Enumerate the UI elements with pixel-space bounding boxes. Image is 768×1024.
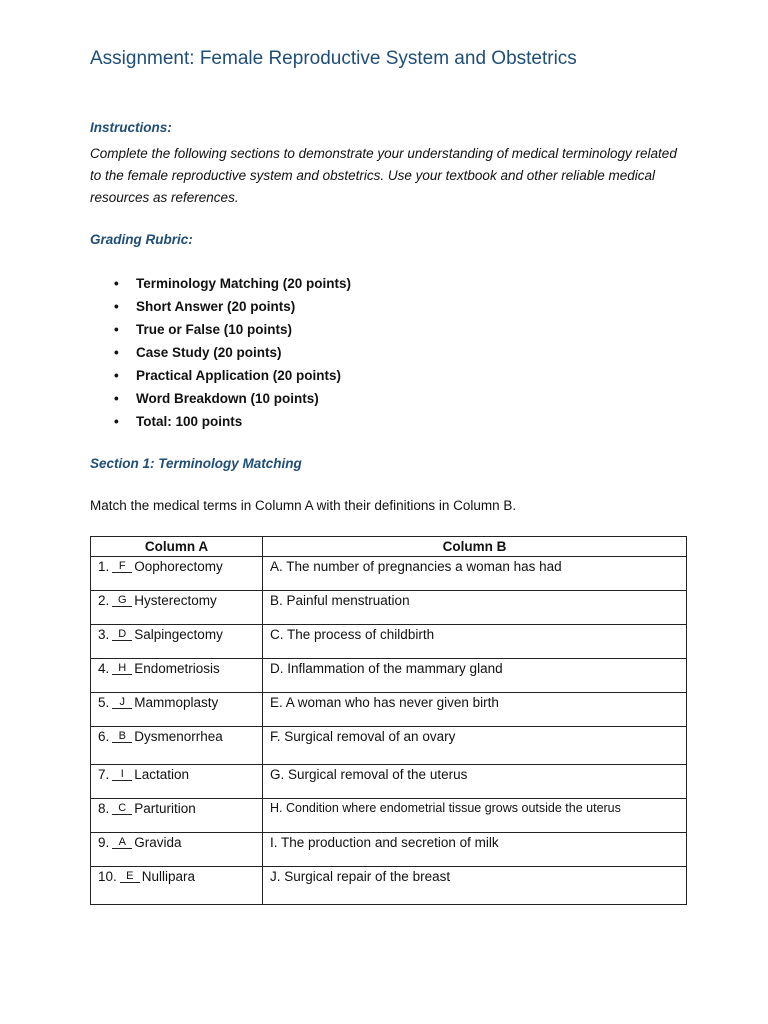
- definition-cell: G. Surgical removal of the uterus: [263, 765, 687, 799]
- table-row: [91, 591, 687, 625]
- definition-cell: H. Condition where endometrial tissue grows outside the uterus: [263, 799, 687, 833]
- rubric-item: • Terminology Matching (20 points): [114, 276, 352, 291]
- bullet-icon: •: [114, 368, 119, 383]
- answer-blank[interactable]: H: [112, 662, 132, 675]
- definition-cell: B. Painful menstruation: [263, 591, 687, 625]
- term-cell: 9. A Gravida: [91, 833, 263, 867]
- bullet-icon: •: [114, 345, 119, 360]
- term-cell: 2. G Hysterectomy: [91, 591, 263, 625]
- definition-cell: F. Surgical removal of an ovary: [263, 727, 687, 765]
- table-row: [91, 765, 687, 799]
- section1-lead: Match the medical terms in Column A with their definitions in Column B.: [90, 498, 517, 513]
- table-row: [91, 867, 687, 905]
- answer-blank[interactable]: F: [112, 560, 132, 573]
- term-cell: 6. B Dysmenorrhea: [91, 727, 263, 765]
- answer-blank[interactable]: A: [112, 836, 132, 849]
- rubric-heading: Grading Rubric:: [90, 232, 193, 247]
- rubric-item: • Total: 100 points: [114, 414, 243, 429]
- table-row: [91, 557, 687, 591]
- definition-cell: J. Surgical repair of the breast: [263, 867, 687, 905]
- answer-blank[interactable]: D: [112, 628, 132, 641]
- table-row: [91, 833, 687, 867]
- section1-heading: Section 1: Terminology Matching: [90, 456, 302, 471]
- column-a-header: Column A: [91, 537, 263, 557]
- matching-table: [90, 536, 687, 905]
- bullet-icon: •: [114, 299, 119, 314]
- rubric-item: • Word Breakdown (10 points): [114, 391, 319, 406]
- definition-cell: D. Inflammation of the mammary gland: [263, 659, 687, 693]
- bullet-icon: •: [114, 322, 119, 337]
- answer-blank[interactable]: I: [112, 768, 132, 781]
- instructions-heading: Instructions:: [90, 120, 172, 135]
- rubric-item: • Short Answer (20 points): [114, 299, 296, 314]
- term-cell: 4. H Endometriosis: [91, 659, 263, 693]
- answer-blank[interactable]: C: [112, 802, 132, 815]
- table-row: [91, 727, 687, 765]
- rubric-item: • True or False (10 points): [114, 322, 293, 337]
- definition-cell: C. The process of childbirth: [263, 625, 687, 659]
- table-row: [91, 693, 687, 727]
- definition-cell: E. A woman who has never given birth: [263, 693, 687, 727]
- answer-blank[interactable]: G: [112, 594, 132, 607]
- bullet-icon: •: [114, 276, 119, 291]
- rubric-item: • Case Study (20 points): [114, 345, 282, 360]
- rubric-list: [114, 275, 351, 436]
- definition-cell: I. The production and secretion of milk: [263, 833, 687, 867]
- term-cell: 8. C Parturition: [91, 799, 263, 833]
- definition-cell: A. The number of pregnancies a woman has had: [263, 557, 687, 591]
- page-title: Assignment: Female Reproductive System and Obstetrics: [90, 48, 577, 69]
- table-row: [91, 625, 687, 659]
- term-cell: 10. E Nullipara: [91, 867, 263, 905]
- table-row: [91, 799, 687, 833]
- term-cell: 3. D Salpingectomy: [91, 625, 263, 659]
- bullet-icon: •: [114, 391, 119, 406]
- bullet-icon: •: [114, 414, 119, 429]
- answer-blank[interactable]: B: [112, 730, 132, 743]
- answer-blank[interactable]: E: [120, 870, 140, 883]
- instructions-text: Complete the following sections to demonstrate your understanding of medical terminology related to the female reproductive system and obstetrics. Use your textbook and other reliable medical resources as references.: [90, 146, 677, 205]
- answer-blank[interactable]: J: [112, 696, 132, 709]
- column-b-header: Column B: [263, 537, 687, 557]
- term-cell: 5. J Mammoplasty: [91, 693, 263, 727]
- rubric-item: • Practical Application (20 points): [114, 368, 342, 383]
- term-cell: 1. F Oophorectomy: [91, 557, 263, 591]
- term-cell: 7. I Lactation: [91, 765, 263, 799]
- table-row: [91, 659, 687, 693]
